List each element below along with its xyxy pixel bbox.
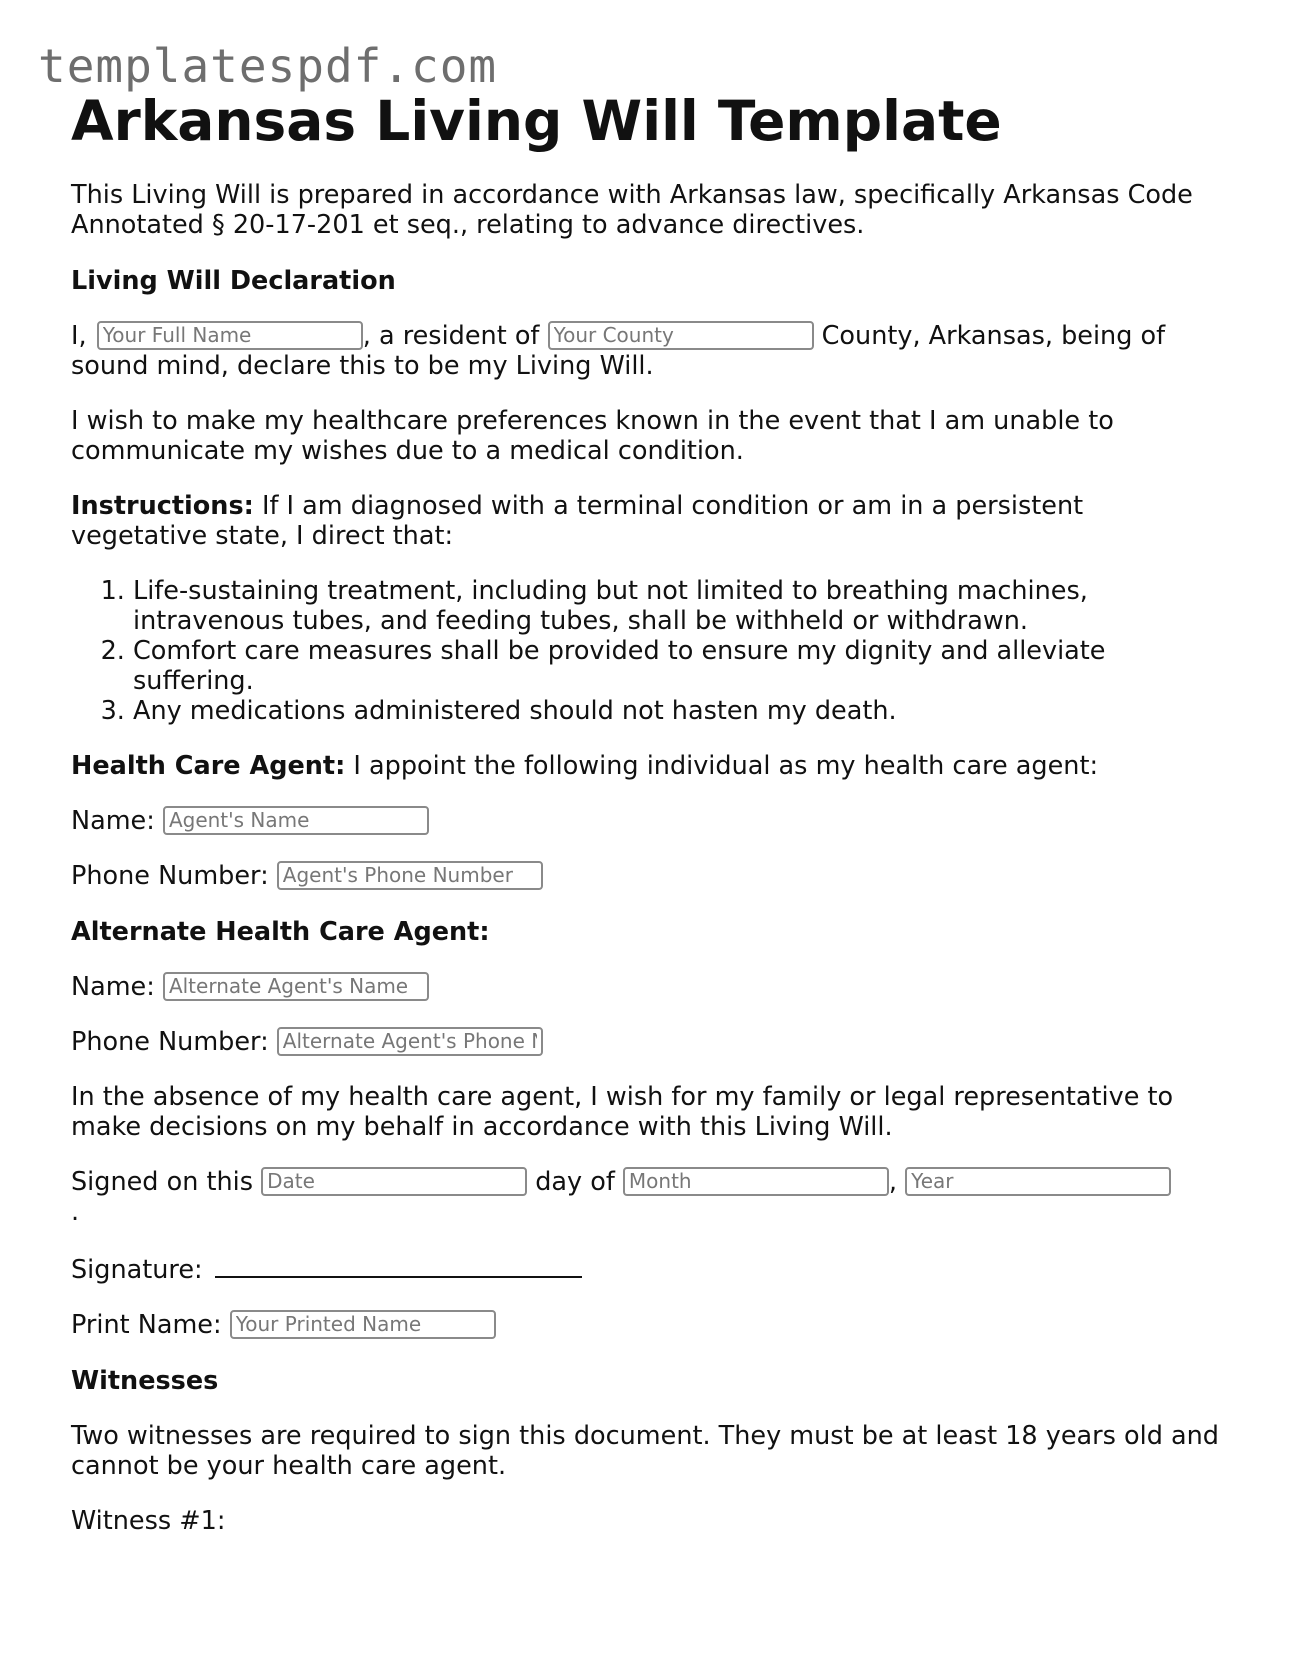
instructions-text: If I am diagnosed with a terminal condition or am in a persistent vegetative state, I direct that: <box>71 491 1084 551</box>
page-title: Arkansas Living Will Template <box>71 89 1002 153</box>
absence-paragraph: In the absence of my health care agent, I wish for my family or legal representative to make decisions on my behalf in accordance with this Living Will. <box>71 1082 1174 1142</box>
alternate-phone-input[interactable] <box>277 1027 543 1056</box>
day-of-text: day of <box>535 1167 615 1197</box>
agent-label: Health Care Agent: <box>71 751 346 781</box>
alternate-phone-row <box>71 1027 1221 1057</box>
alternate-name-label: Name: <box>71 972 155 1002</box>
preferences-paragraph: I wish to make my healthcare preferences known in the event that I am unable to communicate my wishes due to a medical condition. <box>71 406 1114 466</box>
print-name-input[interactable] <box>230 1310 496 1339</box>
agent-phone-input[interactable] <box>277 861 543 890</box>
intro-paragraph: This Living Will is prepared in accordance with Arkansas law, specifically Arkansas Code Annotated § 20-17-201 et seq., relating to advance directives. <box>71 180 1193 240</box>
print-name-row <box>71 1310 1221 1340</box>
full-name-input[interactable] <box>97 321 363 350</box>
agent-name-input[interactable] <box>163 806 429 835</box>
declaration-suffix: County, Arkansas, being of sound mind, declare this to be my Living Will. <box>71 321 1166 381</box>
instructions-paragraph <box>71 491 1221 551</box>
witnesses-heading: Witnesses <box>71 1366 219 1396</box>
month-input[interactable] <box>623 1167 889 1196</box>
list-item: 3. Any medications administered should not hasten my death. <box>133 696 1221 726</box>
resident-text: , a resident of <box>362 321 540 351</box>
agent-phone-label: Phone Number: <box>71 861 269 891</box>
agent-text: I appoint the following individual as my health care agent: <box>353 751 1099 781</box>
alternate-heading: Alternate Health Care Agent: <box>71 917 490 947</box>
declaration-prefix: I, <box>71 321 87 351</box>
list-item: 1. Life-sustaining treatment, including but not limited to breathing machines, intravenous tubes, and feeding tubes, shall be withheld or withdrawn. <box>133 576 1221 636</box>
agent-name-label: Name: <box>71 806 155 836</box>
instructions-list <box>71 576 1221 726</box>
signed-period: . <box>71 1197 80 1227</box>
signature-label: Signature: <box>71 1255 203 1285</box>
list-item: 2. Comfort care measures shall be provided to ensure my dignity and alleviate suffering. <box>133 636 1221 696</box>
year-input[interactable] <box>905 1167 1171 1196</box>
agent-phone-row <box>71 861 1221 891</box>
alternate-name-input[interactable] <box>163 972 429 1001</box>
signed-row <box>71 1167 1221 1227</box>
alternate-phone-label: Phone Number: <box>71 1027 269 1057</box>
declaration-paragraph <box>71 321 1221 381</box>
signature-row <box>71 1252 1221 1285</box>
instructions-label: Instructions: <box>71 491 254 521</box>
witnesses-paragraph: Two witnesses are required to sign this document. They must be at least 18 years old and cannot be your health care agent. <box>71 1421 1219 1481</box>
signed-prefix: Signed on this <box>71 1167 253 1197</box>
declaration-heading: Living Will Declaration <box>71 266 396 296</box>
alternate-name-row <box>71 972 1221 1002</box>
document-page <box>71 88 1221 1536</box>
witness1-label: Witness #1: <box>71 1506 226 1536</box>
date-comma: , <box>888 1167 898 1197</box>
signature-line[interactable] <box>215 1252 582 1278</box>
print-name-label: Print Name: <box>71 1310 222 1340</box>
date-input[interactable] <box>261 1167 527 1196</box>
agent-name-row <box>71 806 1221 836</box>
agent-paragraph <box>71 751 1221 781</box>
county-input[interactable] <box>548 321 814 350</box>
watermark-text: templatespdf.com <box>38 39 498 93</box>
